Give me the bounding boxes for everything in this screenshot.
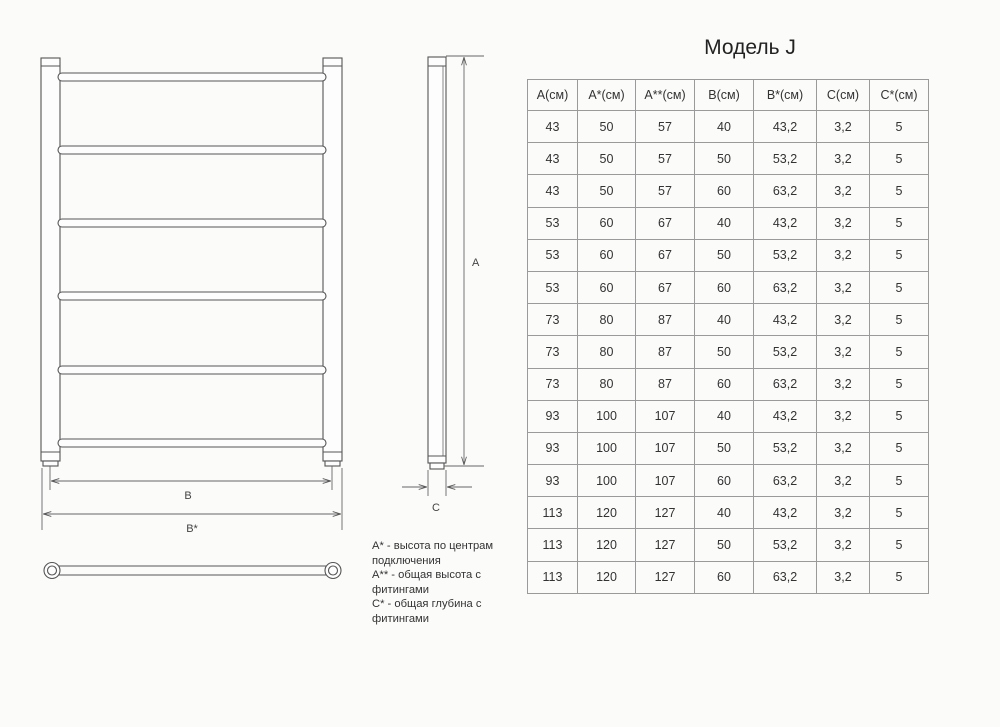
table-row <box>528 400 929 432</box>
table-cell: 57 <box>636 111 695 143</box>
table-cell: 60 <box>695 368 754 400</box>
table-row <box>528 368 929 400</box>
table-cell: 63,2 <box>754 465 817 497</box>
table-cell: 100 <box>578 465 636 497</box>
table-cell: 93 <box>528 465 578 497</box>
table-cell: 40 <box>695 304 754 336</box>
table-cell: 43 <box>528 111 578 143</box>
table-row <box>528 432 929 464</box>
table-cell: 5 <box>870 497 929 529</box>
table-cell: 120 <box>578 497 636 529</box>
table-cell: 53,2 <box>754 336 817 368</box>
table-cell: 50 <box>695 239 754 271</box>
table-body <box>528 111 929 594</box>
table-cell: 87 <box>636 304 695 336</box>
rung <box>58 439 326 447</box>
left-vertical-post <box>41 58 60 461</box>
top-view-drawing <box>44 563 341 579</box>
note-a-star: A* - высота по центрам подключения <box>372 540 494 567</box>
table-cell: 5 <box>870 271 929 303</box>
table-cell: 50 <box>695 336 754 368</box>
table-cell: 3,2 <box>817 368 870 400</box>
rung <box>58 292 326 300</box>
table-cell: 120 <box>578 561 636 593</box>
rung <box>58 146 326 154</box>
table-cell: 43 <box>528 143 578 175</box>
table-cell: 50 <box>578 175 636 207</box>
table-row <box>528 239 929 271</box>
table-row <box>528 336 929 368</box>
table-cell: 73 <box>528 336 578 368</box>
table-row <box>528 497 929 529</box>
table-cell: 80 <box>578 336 636 368</box>
table-cell: 107 <box>636 465 695 497</box>
table-cell: 5 <box>870 207 929 239</box>
table-row <box>528 561 929 593</box>
table-cell: 57 <box>636 143 695 175</box>
table-cell: 100 <box>578 400 636 432</box>
header-b-star: B*(см) <box>754 80 817 111</box>
table-cell: 40 <box>695 497 754 529</box>
table-cell: 3,2 <box>817 111 870 143</box>
table-cell: 3,2 <box>817 497 870 529</box>
table-cell: 5 <box>870 368 929 400</box>
table-cell: 5 <box>870 304 929 336</box>
dimensions-table <box>527 79 929 594</box>
header-c-star: C*(см) <box>870 80 929 111</box>
table-cell: 53,2 <box>754 529 817 561</box>
table-row <box>528 111 929 143</box>
rung <box>58 366 326 374</box>
table-cell: 43,2 <box>754 207 817 239</box>
table-row <box>528 304 929 336</box>
table-cell: 50 <box>578 143 636 175</box>
table-cell: 3,2 <box>817 432 870 464</box>
table-cell: 60 <box>578 271 636 303</box>
table-cell: 3,2 <box>817 207 870 239</box>
table-cell: 80 <box>578 368 636 400</box>
table-cell: 3,2 <box>817 304 870 336</box>
table-cell: 53 <box>528 207 578 239</box>
table-cell: 3,2 <box>817 175 870 207</box>
dimension-b <box>50 466 332 490</box>
dimension-c-label: C <box>432 502 440 514</box>
horizontal-rungs <box>58 73 326 447</box>
table-cell: 5 <box>870 432 929 464</box>
table-cell: 87 <box>636 368 695 400</box>
table-row <box>528 529 929 561</box>
table-cell: 93 <box>528 400 578 432</box>
table-cell: 87 <box>636 336 695 368</box>
dimension-b-star-label: B* <box>186 523 198 535</box>
table-cell: 113 <box>528 497 578 529</box>
table-cell: 43 <box>528 175 578 207</box>
table-cell: 60 <box>578 207 636 239</box>
table-cell: 60 <box>695 271 754 303</box>
table-row <box>528 465 929 497</box>
table-cell: 43,2 <box>754 304 817 336</box>
table-cell: 53 <box>528 271 578 303</box>
table-cell: 3,2 <box>817 271 870 303</box>
table-cell: 50 <box>695 432 754 464</box>
table-cell: 5 <box>870 561 929 593</box>
footnotes <box>372 539 522 627</box>
table-row <box>528 175 929 207</box>
table-cell: 63,2 <box>754 561 817 593</box>
table-cell: 40 <box>695 207 754 239</box>
table-cell: 63,2 <box>754 271 817 303</box>
table-cell: 50 <box>695 529 754 561</box>
table-cell: 5 <box>870 400 929 432</box>
table-cell: 63,2 <box>754 175 817 207</box>
table-cell: 93 <box>528 432 578 464</box>
dimension-a-label: A <box>472 257 480 269</box>
table-cell: 67 <box>636 271 695 303</box>
table-cell: 43,2 <box>754 400 817 432</box>
front-view-drawing <box>41 58 342 466</box>
table-cell: 53,2 <box>754 432 817 464</box>
note-a-double-star: A** - общая высота с фитингами <box>372 569 481 596</box>
table-header-row <box>528 80 929 111</box>
table-cell: 3,2 <box>817 336 870 368</box>
table-cell: 3,2 <box>817 465 870 497</box>
table-cell: 63,2 <box>754 368 817 400</box>
table-cell: 60 <box>695 175 754 207</box>
table-cell: 60 <box>578 239 636 271</box>
table-row <box>528 207 929 239</box>
dimension-b-label: B <box>184 490 192 502</box>
table-cell: 67 <box>636 239 695 271</box>
table-cell: 113 <box>528 529 578 561</box>
table-cell: 80 <box>578 304 636 336</box>
table-cell: 5 <box>870 336 929 368</box>
left-bottom-fitting <box>43 461 58 466</box>
table-cell: 57 <box>636 175 695 207</box>
table-cell: 40 <box>695 400 754 432</box>
side-view-drawing <box>428 57 446 469</box>
model-title: Модель J <box>704 36 796 59</box>
table-cell: 50 <box>695 143 754 175</box>
header-b: B(см) <box>695 80 754 111</box>
table-cell: 53,2 <box>754 143 817 175</box>
header-a-star: A*(см) <box>578 80 636 111</box>
table-cell: 60 <box>695 465 754 497</box>
header-a-double-star: A**(см) <box>636 80 695 111</box>
header-c: C(см) <box>817 80 870 111</box>
table-cell: 50 <box>578 111 636 143</box>
table-cell: 100 <box>578 432 636 464</box>
table-cell: 113 <box>528 561 578 593</box>
table-cell: 43,2 <box>754 497 817 529</box>
dimension-c <box>402 470 472 496</box>
rung <box>58 73 326 81</box>
table-cell: 60 <box>695 561 754 593</box>
table-cell: 5 <box>870 175 929 207</box>
table-cell: 120 <box>578 529 636 561</box>
table-cell: 40 <box>695 111 754 143</box>
table-cell: 3,2 <box>817 400 870 432</box>
table-cell: 73 <box>528 304 578 336</box>
table-cell: 3,2 <box>817 529 870 561</box>
table-cell: 67 <box>636 207 695 239</box>
table-cell: 107 <box>636 400 695 432</box>
table-cell: 107 <box>636 432 695 464</box>
table-cell: 5 <box>870 143 929 175</box>
table-cell: 5 <box>870 239 929 271</box>
table-cell: 127 <box>636 497 695 529</box>
table-row <box>528 271 929 303</box>
table-cell: 5 <box>870 465 929 497</box>
table-row <box>528 143 929 175</box>
table-cell: 73 <box>528 368 578 400</box>
table-cell: 43,2 <box>754 111 817 143</box>
table-cell: 127 <box>636 529 695 561</box>
header-a: A(см) <box>528 80 578 111</box>
note-c-star: C* - общая глубина с фитингами <box>372 598 482 625</box>
rung <box>58 219 326 227</box>
table-cell: 127 <box>636 561 695 593</box>
right-vertical-post <box>323 58 342 461</box>
table-cell: 3,2 <box>817 143 870 175</box>
table-cell: 3,2 <box>817 561 870 593</box>
right-bottom-fitting <box>325 461 340 466</box>
table-cell: 5 <box>870 529 929 561</box>
table-cell: 53 <box>528 239 578 271</box>
table-cell: 5 <box>870 111 929 143</box>
table-cell: 53,2 <box>754 239 817 271</box>
dimension-b-star <box>42 468 342 530</box>
table-cell: 3,2 <box>817 239 870 271</box>
